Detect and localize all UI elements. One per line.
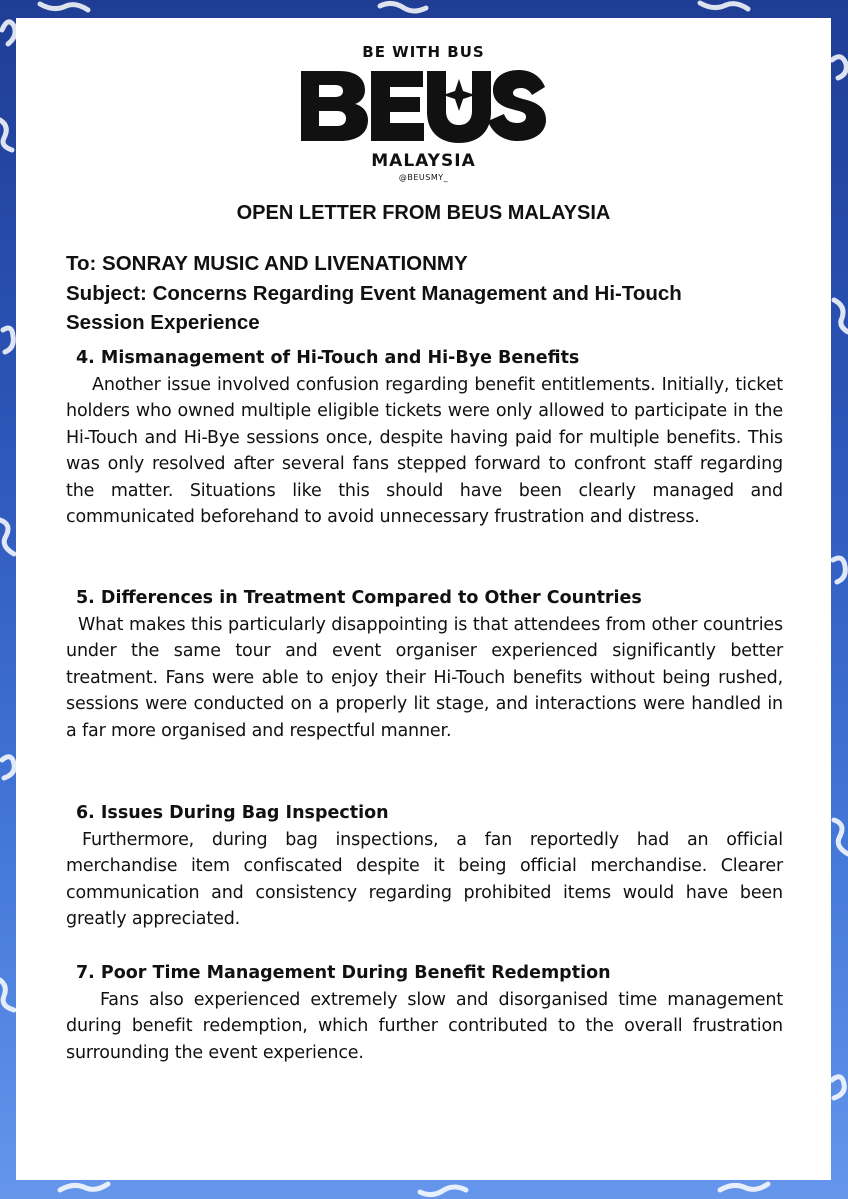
letter-header bbox=[66, 249, 786, 338]
logo-country: MALAYSIA bbox=[371, 151, 476, 171]
subject-line-2: Session Experience bbox=[66, 311, 260, 334]
section-5 bbox=[66, 585, 783, 744]
recipient-line: To: SONRAY MUSIC AND LIVENATIONMY bbox=[66, 252, 468, 275]
beus-wordmark-logo bbox=[299, 65, 549, 145]
section-heading: 6. Issues During Bag Inspection bbox=[76, 803, 389, 823]
subject-line-1: Subject: Concerns Regarding Event Management and Hi-Touch bbox=[66, 281, 682, 305]
section-7 bbox=[66, 960, 783, 1066]
section-4 bbox=[66, 345, 783, 531]
logo-handle: @BEUSMY_ bbox=[398, 173, 449, 182]
section-heading: 4. Mismanagement of Hi-Touch and Hi-Bye Benefits bbox=[76, 348, 580, 368]
letter-page bbox=[16, 18, 831, 1180]
section-body: Another issue involved confusion regarding benefit entitlements. Initially, ticket holders who owned multiple eligible tickets were only allowed to participate in the Hi-Touch and Hi-Bye sessions once, despite having paid for multiple benefits. This was only resolved after several fans stepped forward to confront staff regarding the matter. Situations like this should have been clearly managed and communicated beforehand to avoid unnecessary frustration and distress. bbox=[66, 374, 783, 528]
section-heading: 7. Poor Time Management During Benefit Redemption bbox=[76, 963, 611, 983]
letter-title: OPEN LETTER FROM BEUS MALAYSIA bbox=[236, 202, 611, 224]
section-body: Furthermore, during bag inspections, a fan reportedly had an official merchandise item confiscated despite it being official merchandise. Clearer communication and consistency regarding prohibited items would have been greatly appreciated. bbox=[66, 829, 783, 930]
section-heading: 5. Differences in Treatment Compared to Other Countries bbox=[76, 588, 642, 608]
section-body: What makes this particularly disappointing is that attendees from other countries under the same tour and event organiser experienced significantly better treatment. Fans were able to enjoy their Hi-Touch benefits without being rushed, sessions were conducted on a properly lit stage, and interactions were handled in a far more organised and respectful manner. bbox=[66, 614, 783, 741]
logo-tagline: BE WITH BUS bbox=[362, 43, 485, 61]
section-6 bbox=[66, 800, 783, 933]
beus-malaysia-logo bbox=[16, 44, 831, 183]
section-body: Fans also experienced extremely slow and disorganised time management during benefit redemption, which further contributed to the overall frustration surrounding the event experience. bbox=[66, 989, 783, 1063]
